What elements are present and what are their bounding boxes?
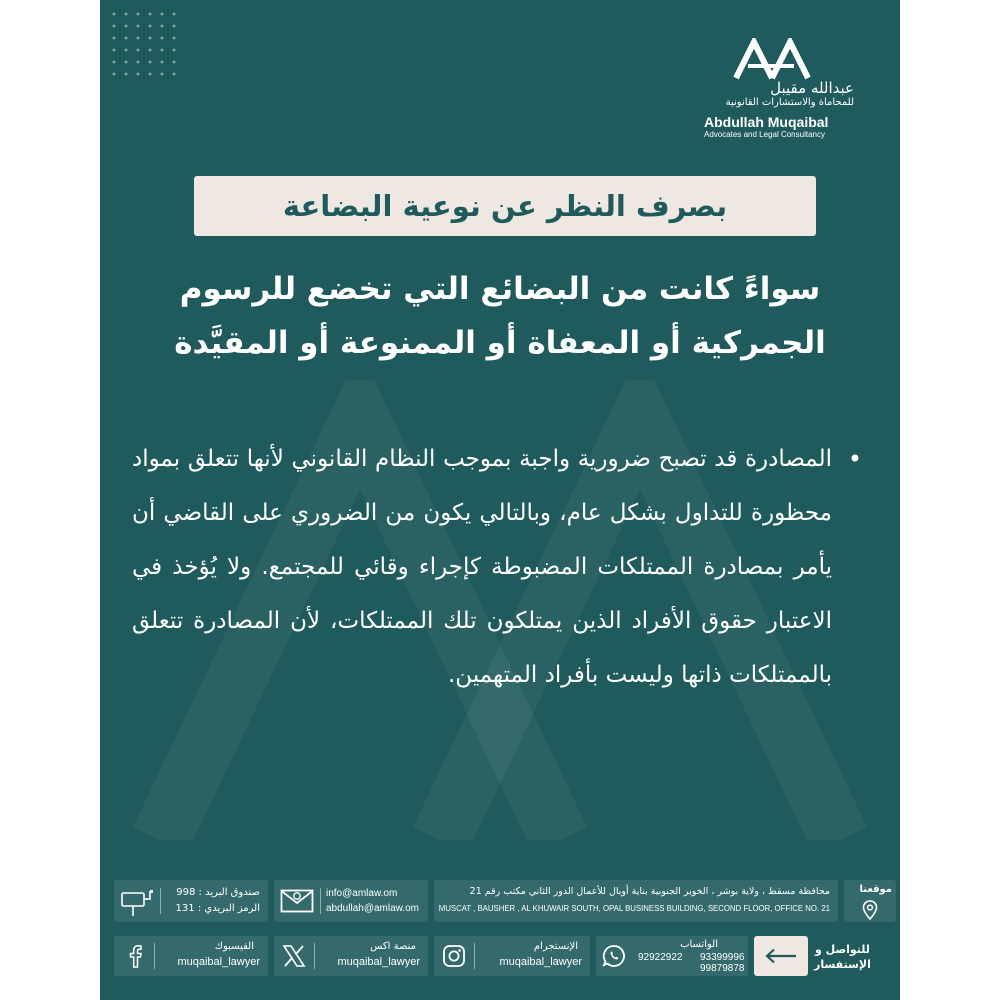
x-box[interactable] bbox=[274, 936, 428, 976]
contact-label-line-2: الإستفسار bbox=[814, 958, 871, 971]
instagram-handle[interactable]: muqaibal_lawyer bbox=[499, 956, 582, 968]
firm-subtitle-arabic: للمحاماة والاستشارات القانونية bbox=[725, 97, 854, 108]
whatsapp-icon bbox=[602, 944, 626, 968]
facebook-box[interactable] bbox=[114, 936, 268, 976]
facebook-label: الفيسبوك bbox=[214, 941, 254, 952]
facebook-handle[interactable]: muqaibal_lawyer bbox=[177, 956, 260, 968]
mailbox-icon bbox=[120, 887, 154, 917]
postcode-label: الرمز البريدي : bbox=[197, 903, 260, 914]
instagram-icon bbox=[442, 944, 466, 968]
firm-monogram-icon bbox=[732, 38, 812, 80]
email-envelope-icon bbox=[280, 889, 314, 913]
location-box[interactable] bbox=[844, 880, 896, 922]
firm-name-arabic: عبدالله مقيبل bbox=[770, 79, 854, 97]
whatsapp-label: الواتساب bbox=[680, 939, 718, 950]
separator bbox=[160, 888, 161, 914]
pobox-value: 998 bbox=[176, 887, 196, 898]
headline-line-2: الجمركية أو المعفاة أو الممنوعة أو المقيَّدة bbox=[174, 325, 826, 361]
address-arabic: محافظة مسقط ، ولاية بوشر ، الخوير الجنوبية بناية أوبال للأعمال الدور الثاني مكتب رقم 21 bbox=[469, 886, 830, 897]
separator bbox=[314, 943, 315, 969]
whatsapp-number-2[interactable]: 93399996 bbox=[700, 952, 745, 963]
email-box[interactable] bbox=[274, 880, 428, 922]
dot-grid-decoration bbox=[108, 8, 178, 78]
contact-arrow-button[interactable] bbox=[754, 936, 808, 976]
pobox-line bbox=[176, 887, 260, 898]
arrow-left-icon bbox=[764, 948, 798, 964]
firm-subtitle-english: Advocates and Legal Consultancy bbox=[704, 130, 825, 139]
email-abdullah[interactable]: abdullah@amlaw.om bbox=[326, 903, 419, 914]
x-logo-icon bbox=[282, 944, 306, 968]
postcode-value: 131 bbox=[175, 903, 195, 914]
body-paragraph: • المصادرة قد تصبح ضرورية واجبة بموجب النظام القانوني لأنها تتعلق بمواد محظورة للتداول بشكل عام، وبالتالي يكون من الضروري على القاضي أن يأمر بمصادرة الممتلكات المضبوطة كإجراء وقائي للمجتمع. ولا يُؤخذ في الاعتبار حقوق الأفراد الذين يمتلكون تلك الممتلكات، لأن المصادرة تتعلق بالممتلكات ذاتها وليست بأفراد المتهمين. bbox=[132, 432, 832, 702]
whatsapp-number-1[interactable]: 92922922 bbox=[638, 952, 683, 963]
banner-text: بصرف النظر عن نوعية البضاعة bbox=[282, 189, 728, 223]
firm-logo bbox=[704, 38, 854, 139]
instagram-label: الإنستجرام bbox=[533, 941, 578, 952]
whatsapp-box[interactable] bbox=[596, 936, 748, 976]
address-box bbox=[434, 880, 838, 922]
separator bbox=[320, 888, 321, 914]
pobox-label: صندوق البريد : bbox=[198, 887, 260, 898]
contact-label bbox=[814, 942, 871, 972]
headline-line-1: سواءً كانت من البضائع التي تخضع للرسوم bbox=[179, 271, 821, 307]
address-english: MUSCAT , BAUSHER , AL KHUWAIR SOUTH, OPAL BUSINESS BUILDING, SECOND FLOOR, OFFICE NO. 21 bbox=[438, 904, 830, 913]
post-card bbox=[100, 0, 900, 1000]
x-handle[interactable]: muqaibal_lawyer bbox=[337, 956, 420, 968]
email-info[interactable]: info@amlaw.om bbox=[326, 888, 398, 899]
separator bbox=[154, 943, 155, 969]
separator bbox=[474, 943, 475, 969]
instagram-box[interactable] bbox=[434, 936, 590, 976]
facebook-icon bbox=[128, 944, 142, 968]
postal-box bbox=[114, 880, 268, 922]
location-label: موقعنا bbox=[859, 884, 892, 895]
whatsapp-number-3[interactable]: 99879878 bbox=[700, 963, 745, 974]
contact-label-line-1: للتواصل و bbox=[814, 943, 870, 956]
title-banner bbox=[194, 176, 816, 236]
firm-name-english: Abdullah Muqaibal bbox=[704, 114, 829, 130]
x-label: منصة اكس bbox=[370, 941, 416, 952]
footer-contact-bar bbox=[100, 872, 900, 1000]
postcode-line bbox=[176, 903, 260, 914]
map-pin-icon bbox=[862, 900, 878, 920]
headline bbox=[140, 262, 860, 370]
